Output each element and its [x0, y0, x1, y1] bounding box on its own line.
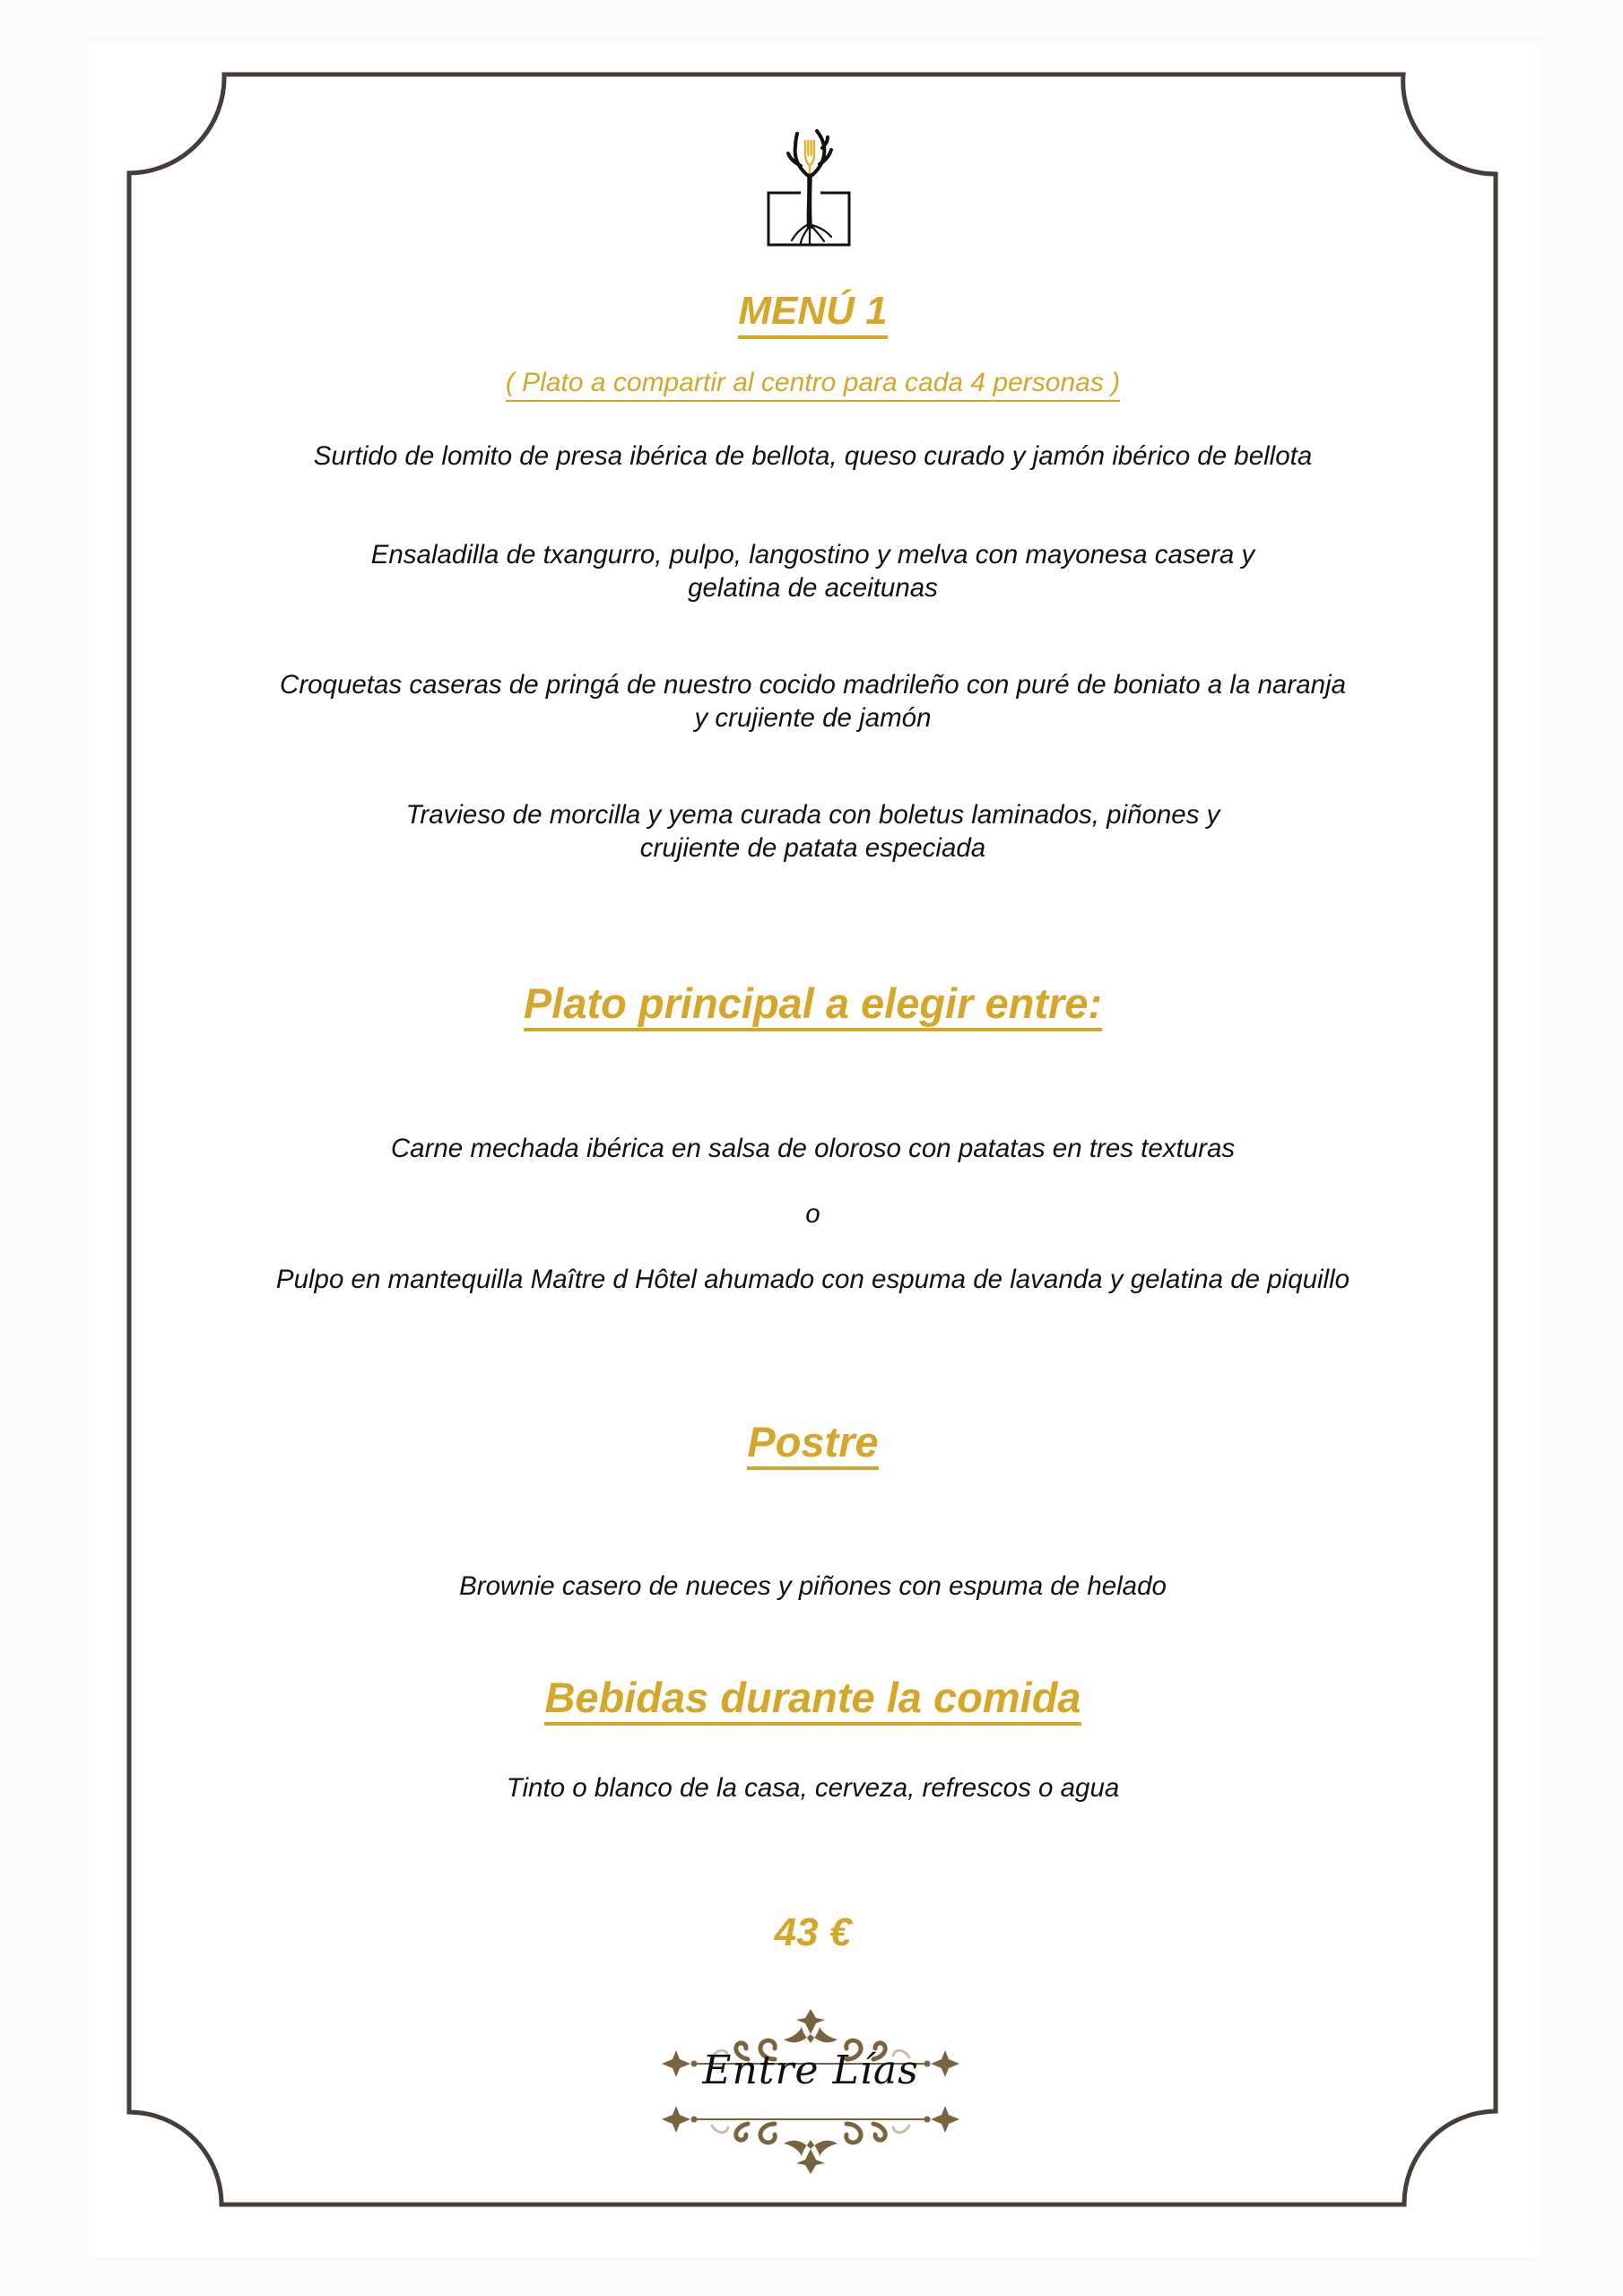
- starter-item: Travieso de morcilla y yema curada con boletus laminados, piñones y crujiente de patata especiada: [405, 800, 1220, 863]
- starter-item: Ensaladilla de txangurro, pulpo, langostino y melva con mayonesa casera y gelatina de aceitunas: [370, 540, 1255, 603]
- dessert-heading: Postre: [129, 1418, 1497, 1470]
- main-course-separator: o: [805, 1199, 820, 1229]
- main-course-option: Pulpo en mantequilla Maître d Hôtel ahumado con espuma de lavanda y gelatina de piquillo: [275, 1265, 1350, 1294]
- menu-title: MENÚ 1: [129, 289, 1497, 339]
- drinks-heading: Bebidas durante la comida: [129, 1674, 1497, 1726]
- dessert-item: Brownie casero de nueces y piñones con espuma de helado: [459, 1571, 1167, 1601]
- drinks-item: Tinto o blanco de la casa, cerveza, refrescos o agua: [506, 1773, 1120, 1803]
- menu-price: 43 €: [774, 1910, 852, 1954]
- brand-name: Entre Lías: [702, 2048, 919, 2093]
- main-course-option: Carne mechada ibérica en salsa de oloroso con patatas en tres texturas: [390, 1134, 1236, 1163]
- main-course-heading: Plato principal a elegir entre:: [129, 979, 1497, 1031]
- starter-item: Surtido de lomito de presa ibérica de bellota, queso curado y jamón ibérico de bellota: [313, 441, 1313, 471]
- menu-subtitle: ( Plato a compartir al centro para cada 4 personas ): [129, 366, 1497, 402]
- brand-logo: [658, 2007, 963, 2178]
- tree-fork-logo-icon: [765, 128, 855, 249]
- starter-item: Croquetas caseras de pringá de nuestro cocido madrileño con puré de boniato a la naranja y crujiente de jamón: [280, 670, 1346, 733]
